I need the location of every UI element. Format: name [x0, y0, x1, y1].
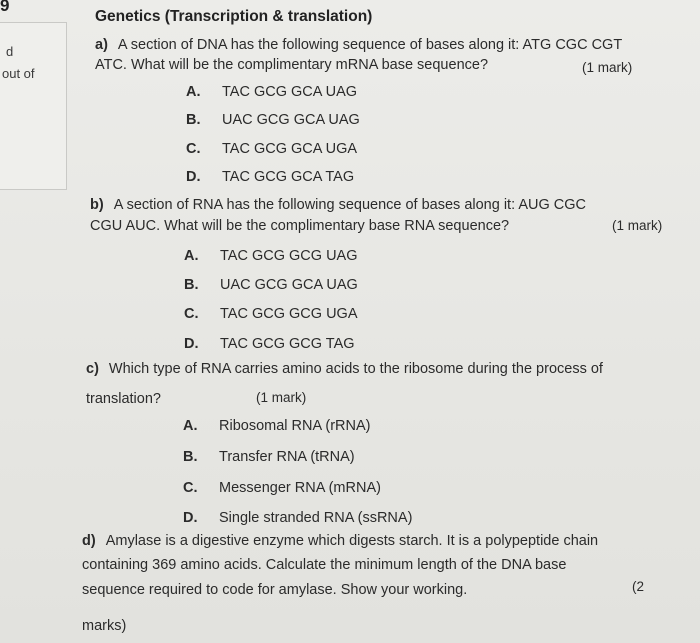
option-b-D[interactable]: D. TAC GCG GCG TAG [184, 336, 355, 352]
question-d-text1: Amylase is a digestive enzyme which digests starch. It is a polypeptide chain [105, 533, 599, 549]
question-b-text2: CGU AUC. What will be the complimentary base RNA sequence? [90, 218, 510, 234]
option-c-D[interactable]: D. Single stranded RNA (ssRNA) [183, 510, 413, 526]
question-d-text2: containing 369 amino acids. Calculate the minimum length of the DNA base [82, 557, 567, 573]
option-b-A[interactable]: A. TAC GCG GCG UAG [184, 248, 358, 264]
question-c-line1 [86, 361, 603, 377]
question-a-line1 [95, 37, 622, 53]
question-b-line1 [90, 197, 586, 213]
question-a-text2: ATC. What will be the complimentary mRNA base sequence? [95, 57, 489, 73]
question-c-marks: (1 mark) [256, 390, 307, 405]
question-a-marks: (1 mark) [582, 60, 633, 75]
question-number: 9 [0, 0, 10, 15]
question-a-text1: A section of DNA has the following sequence of bases along it: ATG CGC CGT [117, 37, 623, 53]
out-of-label: out of [2, 66, 35, 81]
option-a-C[interactable]: C. TAC GCG GCA UGA [186, 141, 358, 157]
question-c-label: c) [86, 361, 99, 377]
option-a-B[interactable]: B. UAC GCG GCA UAG [186, 112, 360, 128]
option-b-C[interactable]: C. TAC GCG GCG UGA [184, 306, 358, 322]
question-b-marks: (1 mark) [612, 218, 663, 233]
question-d-label: d) [82, 533, 96, 549]
option-c-B[interactable]: B. Transfer RNA (tRNA) [183, 449, 355, 465]
question-d-text4: marks) [82, 618, 127, 634]
option-c-A[interactable]: A. Ribosomal RNA (rRNA) [183, 418, 371, 434]
option-b-B[interactable]: B. UAC GCG GCA UAG [184, 277, 358, 293]
question-a-label: a) [95, 37, 108, 53]
question-d-line1 [82, 533, 598, 549]
question-c-text1: Which type of RNA carries amino acids to the ribosome during the process of [108, 361, 603, 377]
mark-fragment: d [6, 44, 14, 59]
question-b-text1: A section of RNA has the following sequence of bases along it: AUG CGC [113, 197, 587, 213]
section-title: Genetics (Transcription & translation) [95, 8, 373, 25]
question-c-text2: translation? [86, 391, 161, 407]
question-d-marks: (2 [632, 579, 645, 594]
option-c-C[interactable]: C. Messenger RNA (mRNA) [183, 480, 381, 496]
question-d-text3: sequence required to code for amylase. Show your working. [82, 582, 468, 598]
option-a-A[interactable]: A. TAC GCG GCA UAG [186, 84, 358, 100]
option-a-D[interactable]: D. TAC GCG GCA TAG [186, 169, 355, 185]
question-b-label: b) [90, 197, 104, 213]
